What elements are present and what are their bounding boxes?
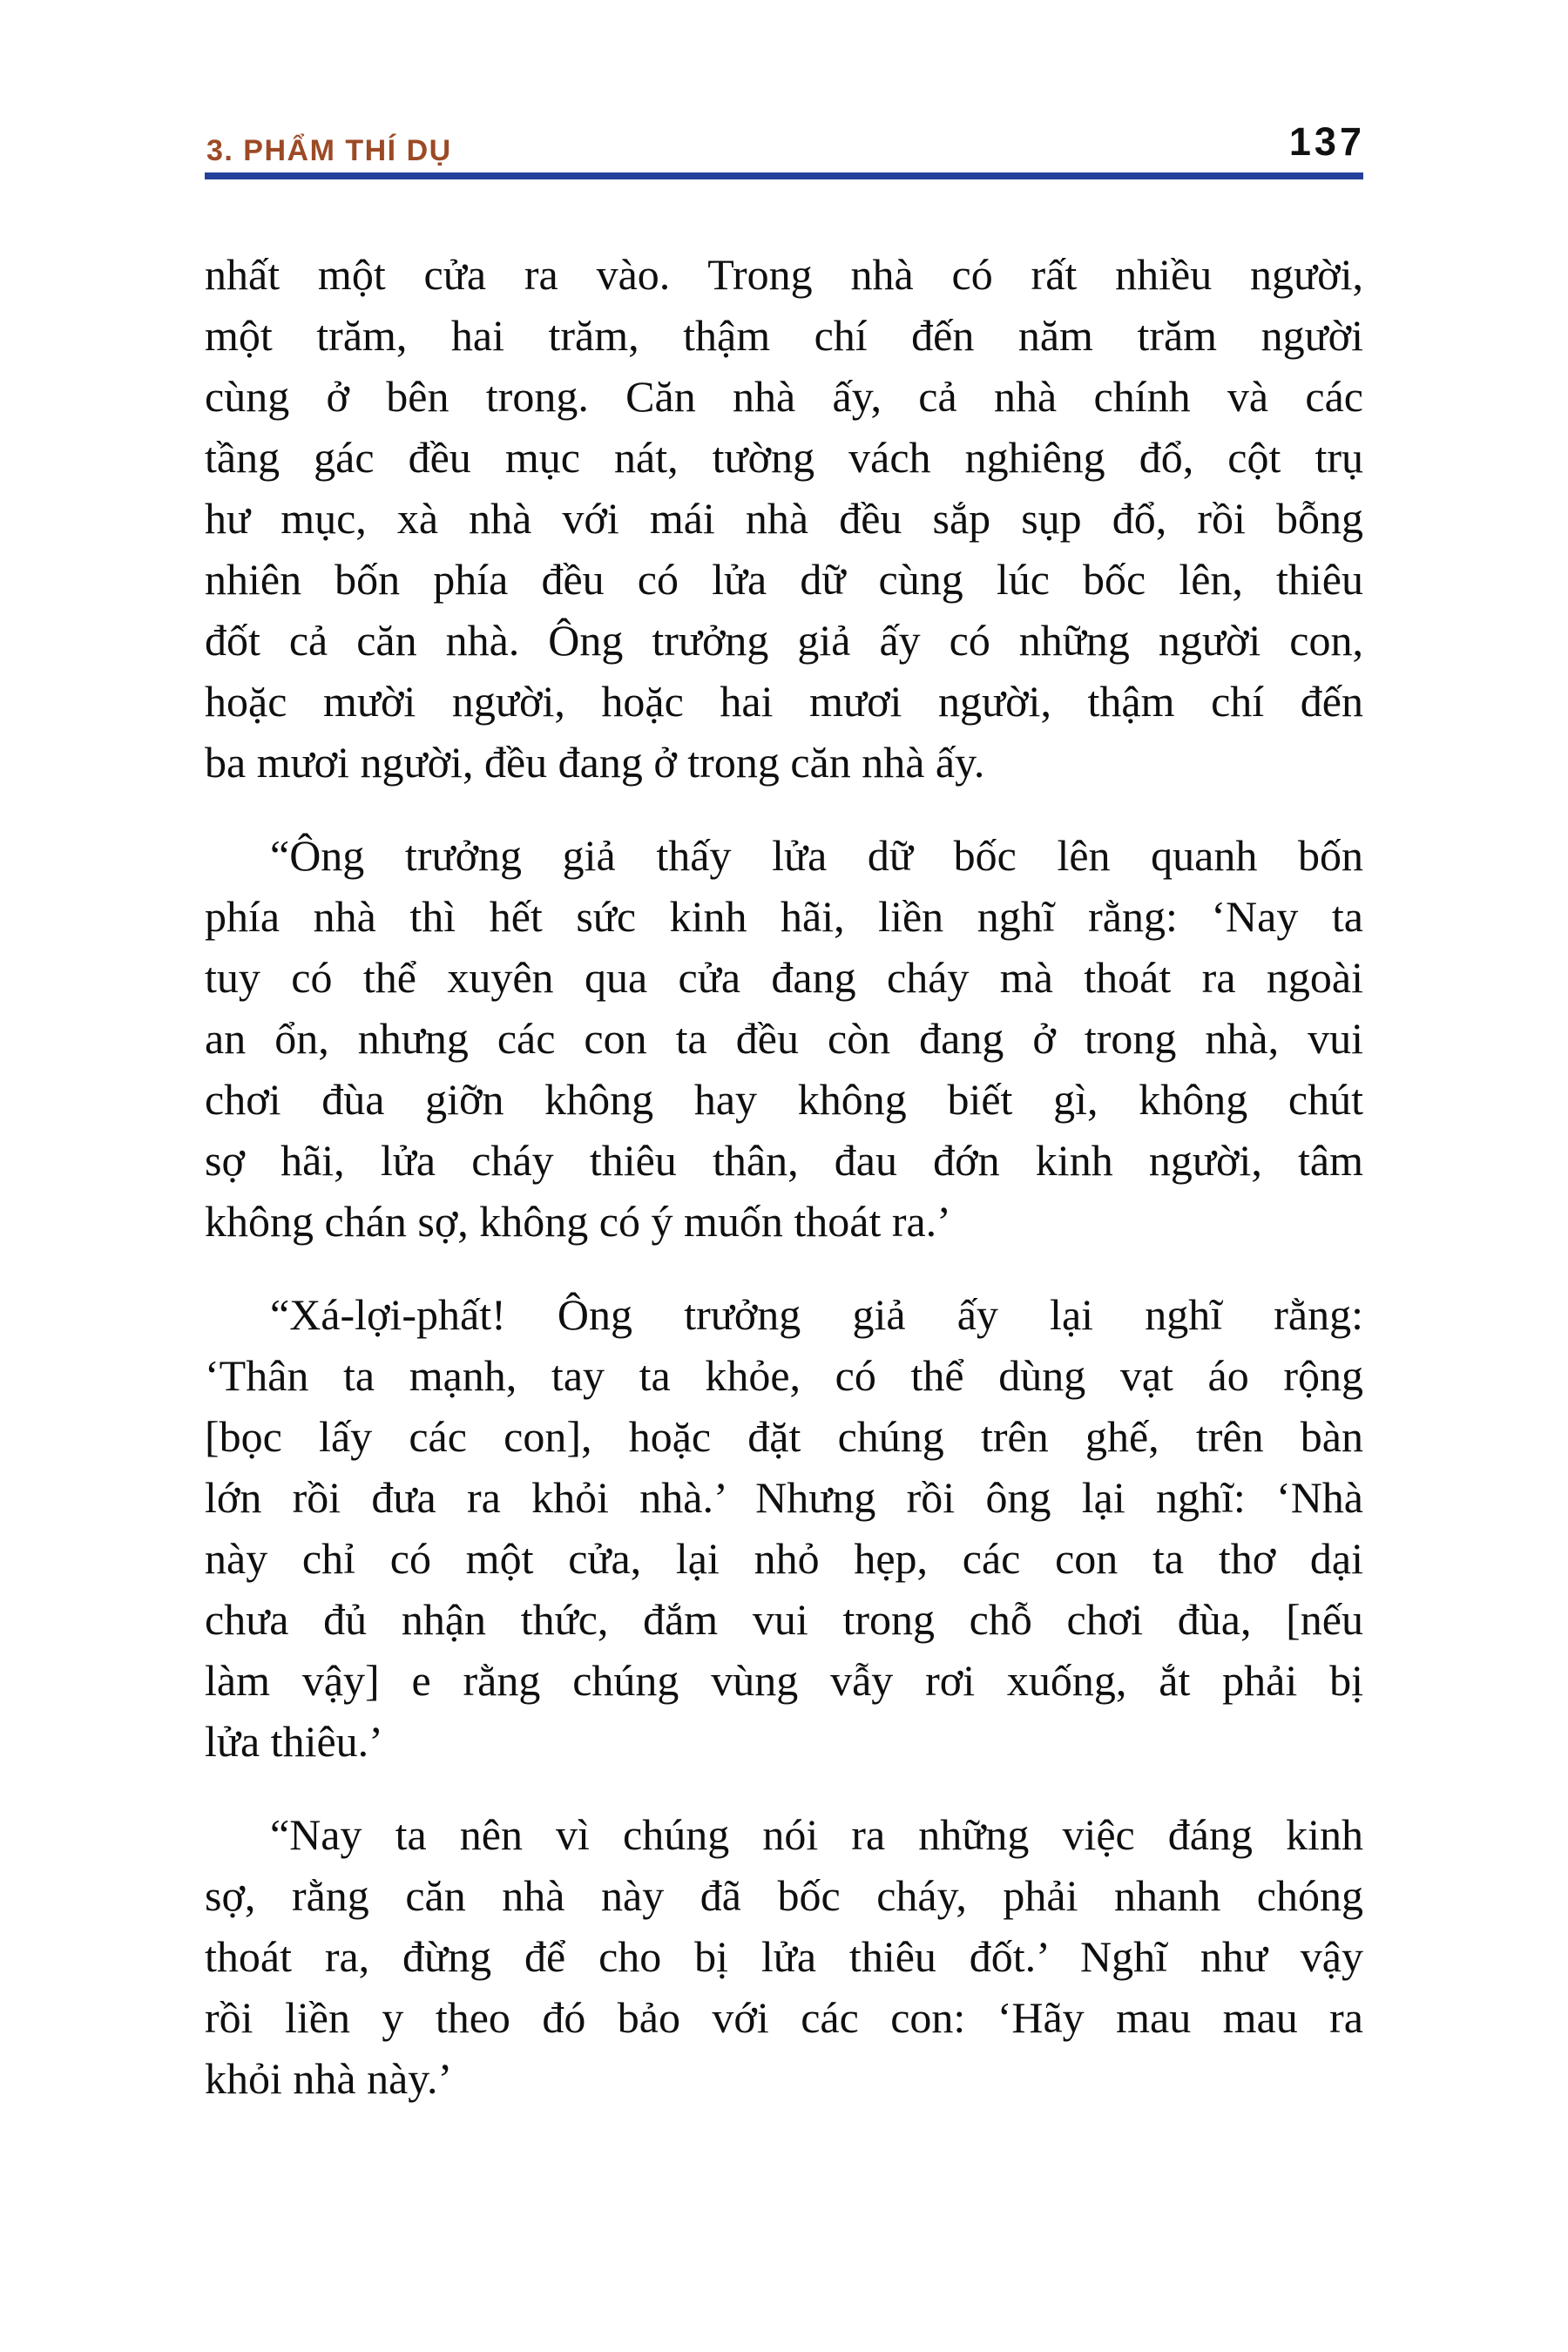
text-line: lớn rồi đưa ra khỏi nhà.’ Nhưng rồi ông lại nghĩ: ‘Nhà: [205, 1473, 1363, 1522]
text-line: tầng gác đều mục nát, tường vách nghiêng đổ, cột trụ: [205, 433, 1363, 482]
paragraph: [205, 244, 1363, 793]
page-number: 137: [1288, 119, 1365, 164]
text-line: chưa đủ nhận thức, đắm vui trong chỗ chơi đùa, [nếu: [205, 1595, 1363, 1644]
text-line: khỏi nhà này.’: [205, 2054, 453, 2103]
text-line: chơi đùa giỡn không hay không biết gì, không chút: [205, 1075, 1363, 1124]
text-line: cùng ở bên trong. Căn nhà ấy, cả nhà chính và các: [205, 372, 1363, 421]
paragraph: [205, 825, 1363, 1252]
text-line: nhất một cửa ra vào. Trong nhà có rất nhiều người,: [205, 250, 1363, 299]
body-text: [205, 244, 1363, 2109]
chapter-title: 3. PHẨM THÍ DỤ: [206, 134, 452, 167]
text-line: đốt cả căn nhà. Ông trưởng giả ấy có những người con,: [205, 616, 1363, 665]
text-line: sợ, rằng căn nhà này đã bốc cháy, phải nhanh chóng: [205, 1871, 1363, 1920]
paragraph: [205, 1284, 1363, 1772]
text-line: một trăm, hai trăm, thậm chí đến năm trăm người: [205, 311, 1363, 360]
text-line: này chỉ có một cửa, lại nhỏ hẹp, các con ta thơ dại: [205, 1534, 1363, 1583]
text-line: hư mục, xà nhà với mái nhà đều sắp sụp đổ, rồi bỗng: [205, 494, 1363, 543]
text-line: “Xá-lợi-phất! Ông trưởng giả ấy lại nghĩ rằng:: [270, 1290, 1363, 1339]
text-line: ‘Thân ta mạnh, tay ta khỏe, có thể dùng vạt áo rộng: [205, 1351, 1363, 1400]
text-line: an ổn, nhưng các con ta đều còn đang ở trong nhà, vui: [205, 1014, 1363, 1063]
text-line: không chán sợ, không có ý muốn thoát ra.’: [205, 1197, 951, 1246]
text-line: ba mươi người, đều đang ở trong căn nhà ấy.: [205, 738, 985, 787]
text-line: “Nay ta nên vì chúng nói ra những việc đáng kinh: [270, 1810, 1363, 1859]
text-line: lửa thiêu.’: [205, 1717, 383, 1766]
text-line: làm vậy] e rằng chúng vùng vẫy rơi xuống, ắt phải bị: [205, 1656, 1363, 1705]
header-rule: [205, 172, 1363, 179]
text-line: nhiên bốn phía đều có lửa dữ cùng lúc bốc lên, thiêu: [205, 555, 1363, 604]
text-line: tuy có thể xuyên qua cửa đang cháy mà thoát ra ngoài: [205, 953, 1363, 1002]
text-line: sợ hãi, lửa cháy thiêu thân, đau đớn kinh người, tâm: [205, 1136, 1363, 1185]
text-line: “Ông trưởng giả thấy lửa dữ bốc lên quanh bốn: [270, 831, 1363, 880]
paragraph: [205, 1804, 1363, 2109]
text-line: hoặc mười người, hoặc hai mươi người, thậm chí đến: [205, 677, 1363, 726]
text-line: rồi liền y theo đó bảo với các con: ‘Hãy mau mau ra: [205, 1993, 1363, 2042]
text-line: phía nhà thì hết sức kinh hãi, liền nghĩ rằng: ‘Nay ta: [205, 892, 1363, 941]
text-line: thoát ra, đừng để cho bị lửa thiêu đốt.’ Nghĩ như vậy: [205, 1932, 1363, 1981]
text-line: [bọc lấy các con], hoặc đặt chúng trên ghế, trên bàn: [205, 1412, 1363, 1461]
